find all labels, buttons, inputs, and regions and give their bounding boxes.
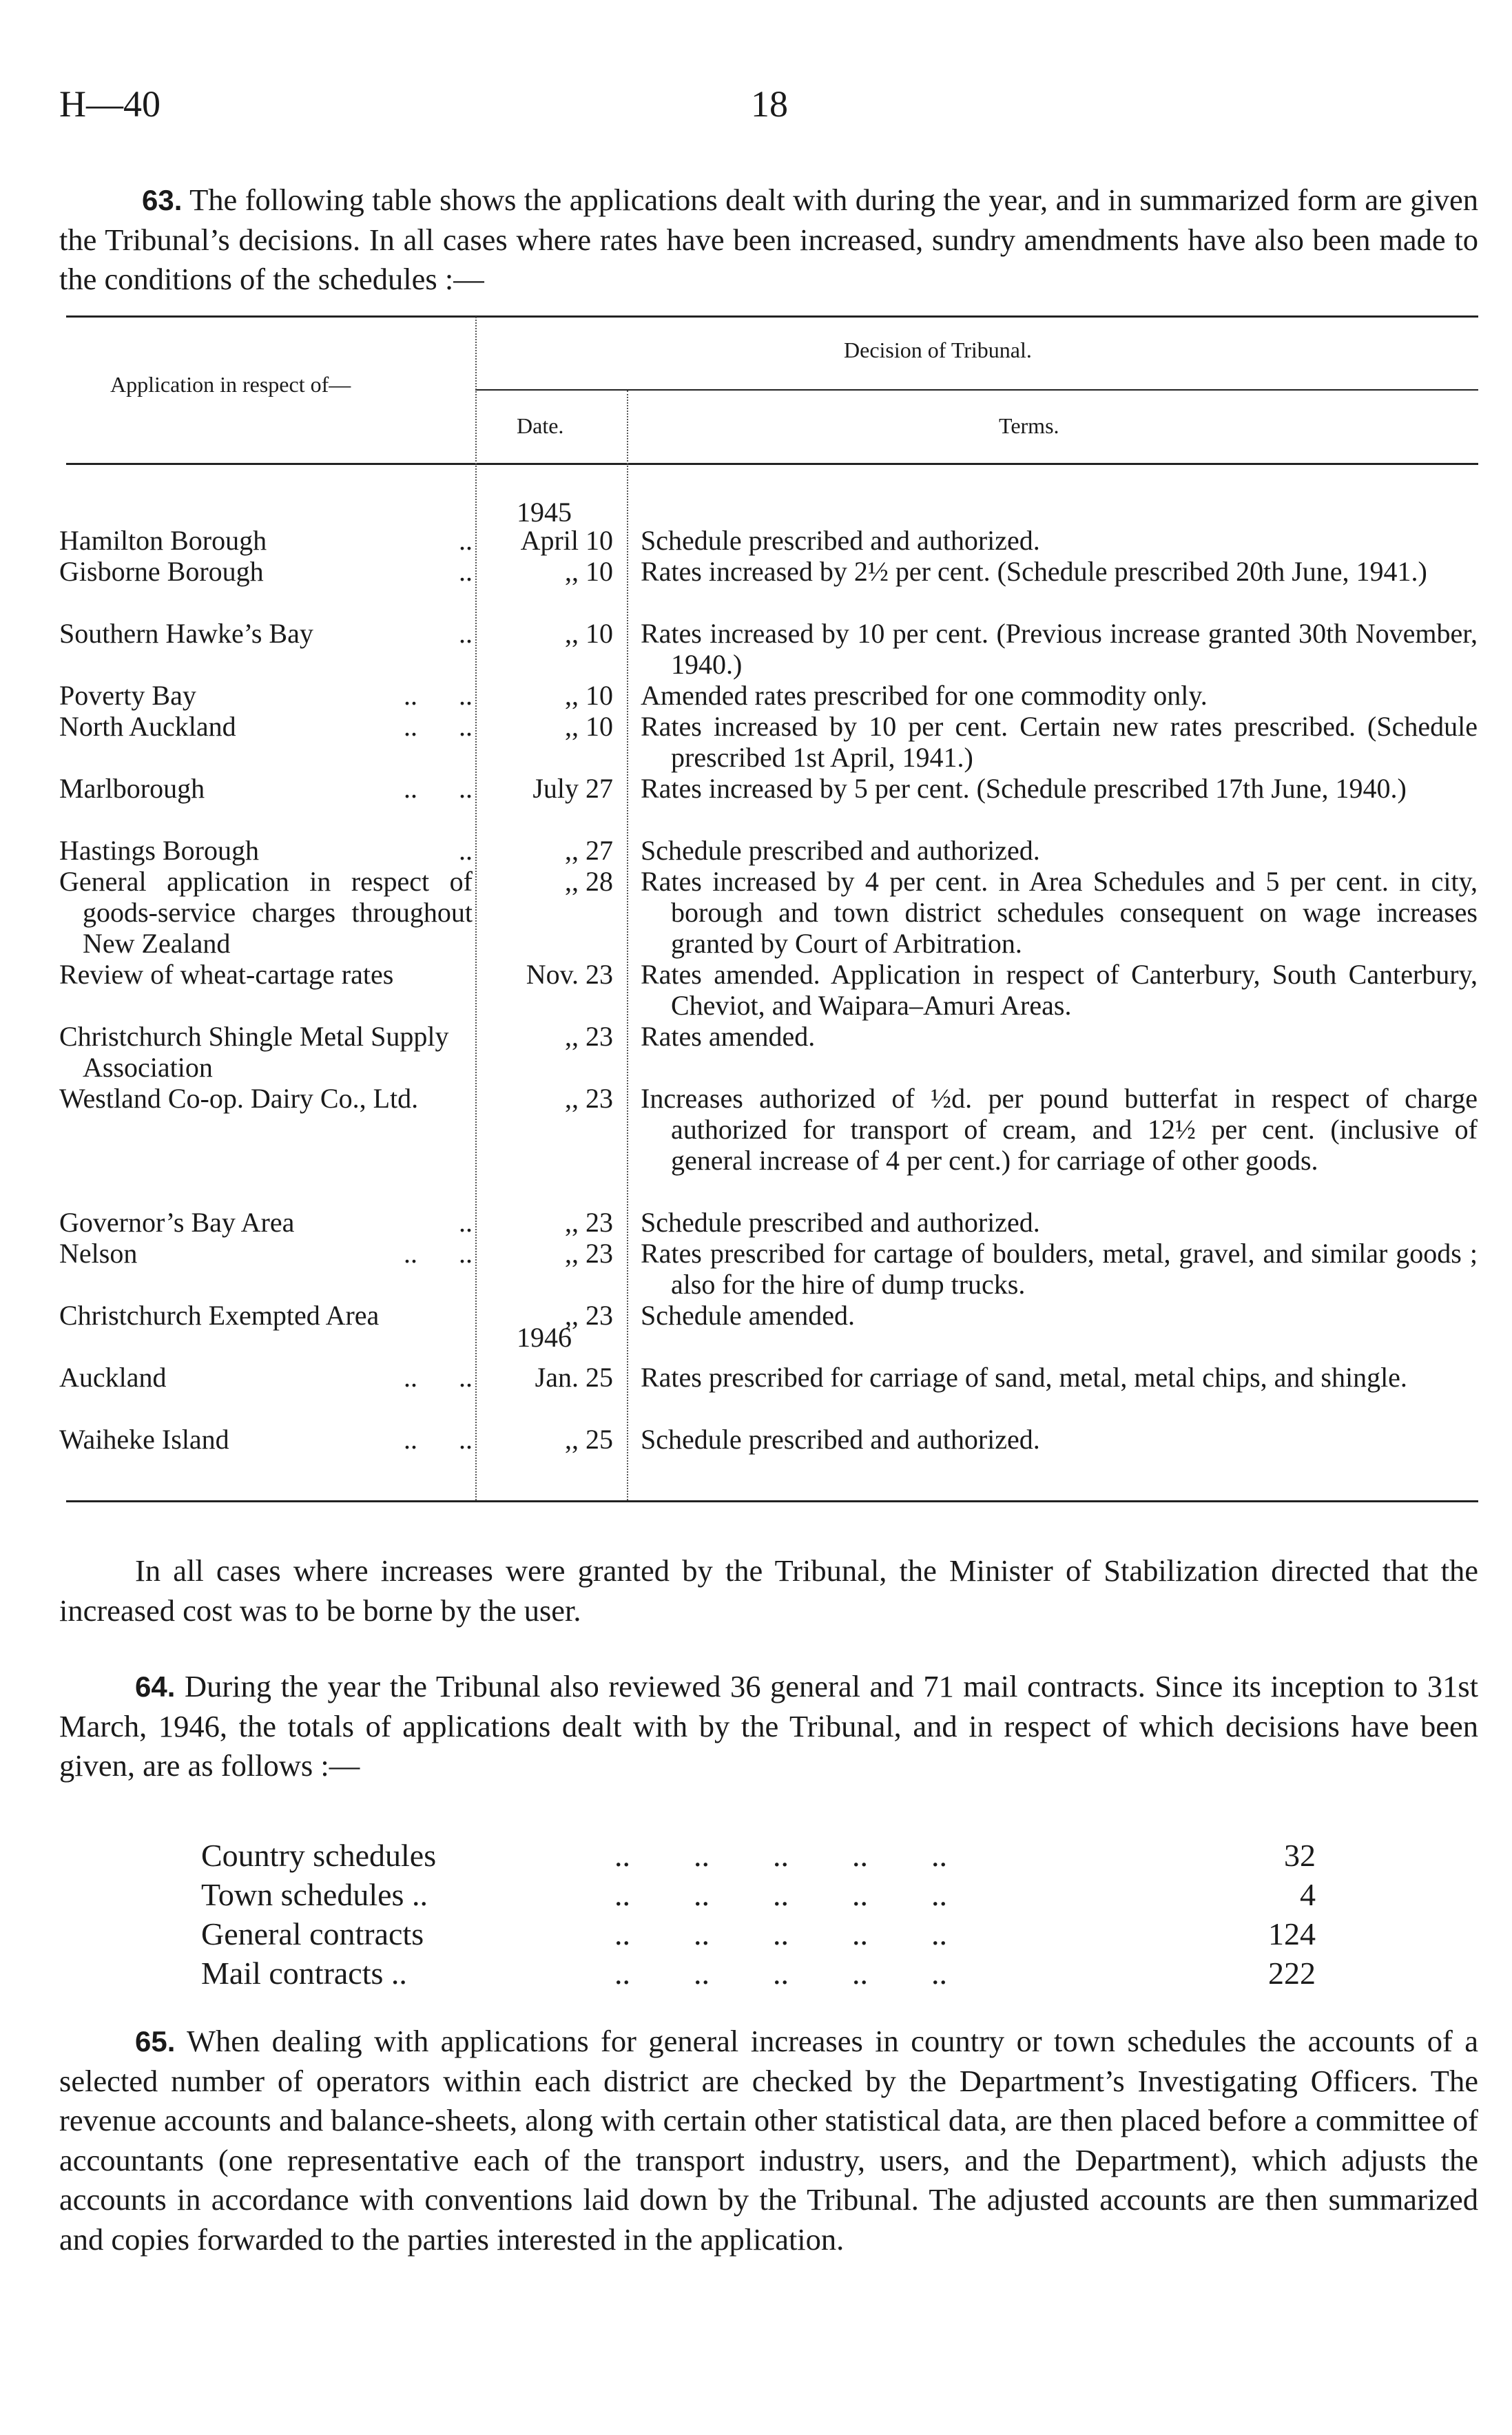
date-cell: July 27	[532, 773, 613, 804]
terms-cell: Schedule amended.	[641, 1300, 855, 1331]
paragraph-number: 65.	[135, 2025, 176, 2058]
total-label: Town schedules ..	[201, 1877, 428, 1912]
list-item	[201, 1955, 1316, 1994]
terms-cell: Increases authorized of ½d. per pound butterfat in respect of charge authorized for transport of cream, and 12½ per cent. (inclusive of general increase of 4 per cent.) for carriage of other goods.	[641, 1083, 1478, 1176]
application-cell: Marlborough .. ..	[59, 773, 473, 804]
date-cell: ,, 10	[565, 680, 613, 711]
total-value: 32	[1284, 1838, 1316, 1873]
table-decision-rule	[475, 389, 1478, 391]
date-cell: ,, 28	[565, 866, 613, 897]
leader-dots: .. .. .. .. ..	[614, 1956, 947, 1991]
table-top-rule	[66, 315, 1478, 318]
table-divider	[627, 391, 628, 1500]
paragraph-text: The following table shows the applications dealt with during the year, and in summarized form are given the Tribunal’s decisions. In all cases where rates have been increased, sundry amendments have also been made to the conditions of the schedules :—	[59, 183, 1478, 296]
date-cell: ,, 23	[565, 1021, 613, 1052]
date-cell: ,, 10	[565, 618, 613, 649]
date-cell: ,, 27	[565, 835, 613, 866]
page-number: 18	[751, 83, 788, 125]
terms-cell: Rates amended. Application in respect of Canterbury, South Canterbury, Cheviot, and Waipara–Amuri Areas.	[641, 959, 1478, 1021]
date-cell: ,, 23	[565, 1300, 613, 1331]
terms-cell: Schedule prescribed and authorized.	[641, 525, 1040, 556]
date-cell: ,, 10	[565, 556, 613, 587]
leader-dots: .. .. .. .. ..	[614, 1838, 947, 1873]
application-cell: Westland Co-op. Dairy Co., Ltd.	[59, 1083, 419, 1114]
terms-cell: Rates increased by 5 per cent. (Schedule prescribed 17th June, 1940.)	[641, 773, 1407, 804]
totals-list	[201, 1837, 1316, 1994]
application-cell: Southern Hawke’s Bay ..	[59, 618, 473, 649]
terms-cell: Rates increased by 10 per cent. (Previous increase granted 30th November, 1940.)	[641, 618, 1478, 680]
application-cell: Governor’s Bay Area ..	[59, 1207, 473, 1238]
col-header-application: Application in respect of—	[110, 372, 351, 397]
paragraph-after-table: In all cases where increases were granted by the Tribunal, the Minister of Stabilization directed that the increased cost was to be borne by the user.	[59, 1553, 1478, 1628]
total-label: Mail contracts ..	[201, 1956, 407, 1991]
application-cell: North Auckland .. ..	[59, 711, 473, 742]
total-value: 124	[1268, 1916, 1316, 1951]
year-label: 1946	[517, 1322, 572, 1353]
application-cell: Christchurch Exempted Area	[59, 1300, 380, 1331]
terms-cell: Rates prescribed for cartage of boulders, metal, gravel, and similar goods ; also for the hire of dump trucks.	[641, 1238, 1478, 1300]
application-cell: Review of wheat-cartage rates	[59, 959, 394, 990]
terms-cell: Rates increased by 4 per cent. in Area Schedules and 5 per cent. in city, borough and town district schedules consequent on wage increases granted by Court of Arbitration.	[641, 866, 1478, 959]
leader-dots: .. .. .. .. ..	[614, 1916, 947, 1951]
total-value: 222	[1268, 1956, 1316, 1991]
paragraph-number: 64.	[135, 1670, 176, 1703]
date-cell: April 10	[520, 525, 613, 556]
total-value: 4	[1300, 1877, 1316, 1912]
paragraph-64	[59, 1667, 1478, 1786]
col-header-decision: Decision of Tribunal.	[844, 338, 1032, 362]
year-label: 1945	[517, 497, 572, 528]
leader-dots: .. .. .. .. ..	[614, 1877, 947, 1912]
terms-cell: Schedule prescribed and authorized.	[641, 1424, 1040, 1455]
list-item	[201, 1876, 1316, 1916]
paragraph-text: When dealing with applications for general increases in country or town schedules the accounts of a selected number of operators within each district are checked by the Department’s Investigating Officers. The revenue accounts and balance-sheets, along with certain other statistical data, are then placed before a committee of accountants (one representative each of the transport industry, users, and the Department), which adjusts the accounts in accordance with conventions laid down by the Tribunal. The adjusted accounts are then summarized and copies forwarded to the parties interested in the application.	[59, 2024, 1478, 2257]
col-header-terms: Terms.	[999, 413, 1059, 438]
terms-cell: Rates amended.	[641, 1021, 816, 1052]
page-code: H—40	[59, 83, 160, 125]
application-cell: Nelson .. ..	[59, 1238, 473, 1269]
date-cell: Jan. 25	[535, 1362, 613, 1393]
paragraph-text: During the year the Tribunal also reviewed 36 general and 71 mail contracts. Since its inception to 31st March, 1946, the totals of applications dealt with by the Tribunal, and in respect of which decisions have been given, are as follows :—	[59, 1669, 1478, 1783]
application-cell: Christchurch Shingle Metal Supply Association	[59, 1021, 449, 1083]
terms-cell: Rates increased by 2½ per cent. (Schedule prescribed 20th June, 1941.)	[641, 556, 1427, 587]
application-cell: Hastings Borough ..	[59, 835, 473, 866]
date-cell: ,, 23	[565, 1238, 613, 1269]
list-item	[201, 1916, 1316, 1955]
application-cell: Gisborne Borough ..	[59, 556, 473, 587]
terms-cell: Rates increased by 10 per cent. Certain new rates prescribed. (Schedule prescribed 1st April, 1941.)	[641, 711, 1478, 773]
paragraph-63	[59, 180, 1478, 300]
date-cell: ,, 25	[565, 1424, 613, 1455]
total-label: Country schedules	[201, 1838, 437, 1873]
application-cell: Waiheke Island .. ..	[59, 1424, 473, 1455]
total-label: General contracts	[201, 1916, 424, 1951]
application-cell: Auckland .. ..	[59, 1362, 473, 1393]
col-header-date: Date.	[517, 413, 564, 438]
table-header-rule	[66, 463, 1478, 465]
date-cell: ,, 23	[565, 1083, 613, 1114]
application-cell: Hamilton Borough ..	[59, 525, 473, 556]
terms-cell: Rates prescribed for carriage of sand, metal, metal chips, and shingle.	[641, 1362, 1407, 1393]
paragraph-65	[59, 2022, 1478, 2259]
terms-cell: Schedule prescribed and authorized.	[641, 835, 1040, 866]
date-cell: Nov. 23	[526, 959, 613, 990]
application-cell: Poverty Bay .. ..	[59, 680, 473, 711]
table-bottom-rule	[66, 1500, 1478, 1502]
paragraph-number: 63.	[142, 184, 183, 216]
terms-cell: Schedule prescribed and authorized.	[641, 1207, 1040, 1238]
terms-cell: Amended rates prescribed for one commodity only.	[641, 680, 1208, 711]
list-item	[201, 1837, 1316, 1876]
application-cell: General application in respect of goods-service charges throughout New Zealand	[59, 866, 473, 959]
date-cell: ,, 23	[565, 1207, 613, 1238]
date-cell: ,, 10	[565, 711, 613, 742]
